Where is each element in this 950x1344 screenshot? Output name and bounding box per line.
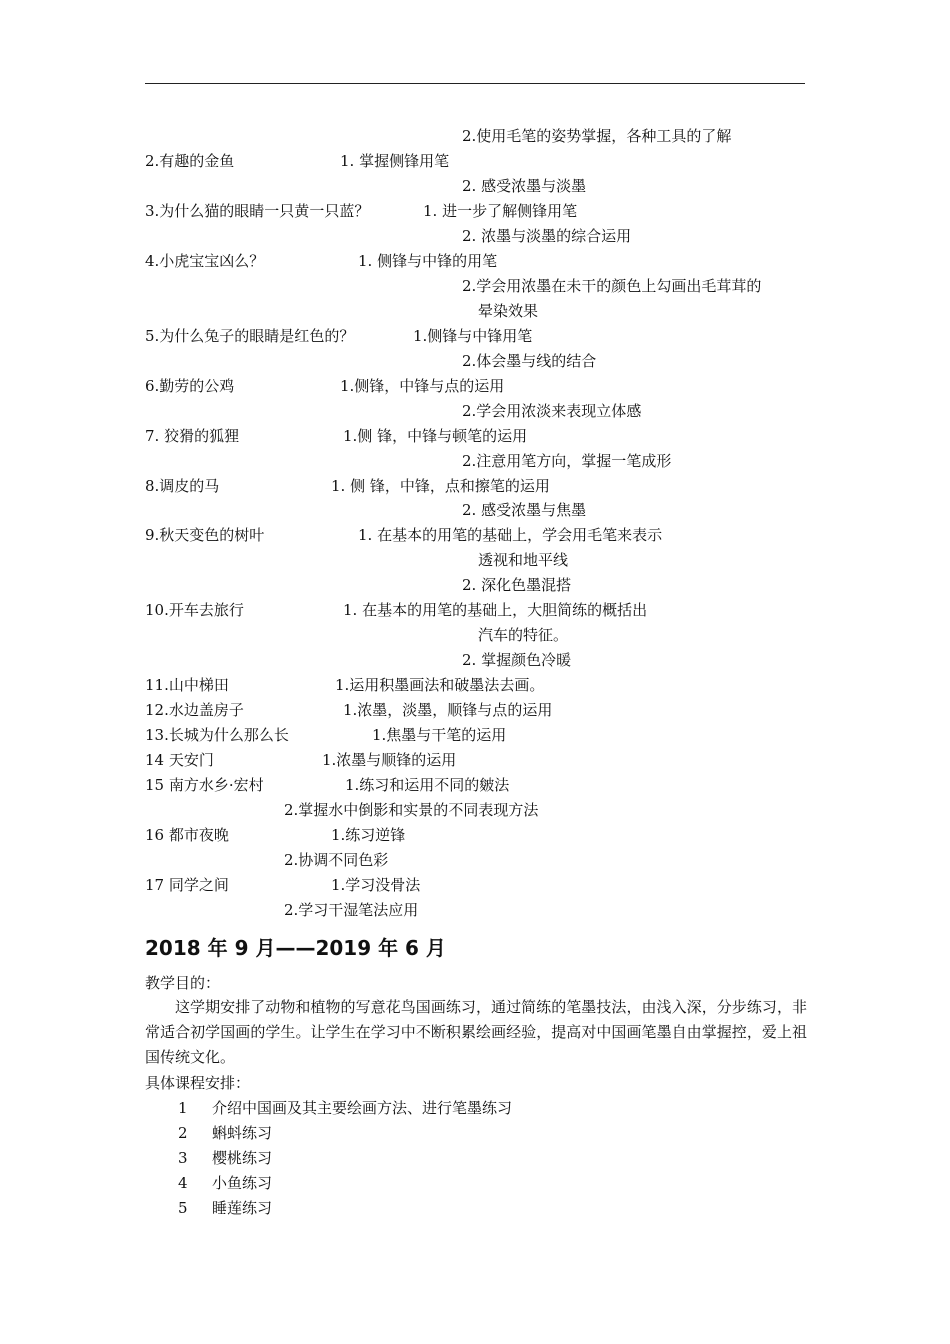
lesson-title: 8.调皮的马: [145, 477, 220, 495]
lesson-point: 1.练习和运用不同的皴法: [345, 776, 510, 794]
schedule-number: 5: [178, 1199, 188, 1217]
lesson-point: 1.浓墨，淡墨，顺锋与点的运用: [343, 701, 553, 719]
lesson-title: 9.秋天变色的树叶: [145, 526, 265, 544]
lesson-title: 14 天安门: [145, 751, 214, 769]
lesson-point: 2. 感受浓墨与淡墨: [462, 177, 587, 195]
lesson-point: 1.侧锋与中锋用笔: [413, 327, 533, 345]
lesson-title: 4.小虎宝宝凶么？: [145, 252, 265, 270]
lesson-title: 3.为什么猫的眼睛一只黄一只蓝？: [145, 202, 370, 220]
schedule-number: 2: [178, 1124, 188, 1142]
lesson-point-cont: 汽车的特征。: [478, 626, 569, 644]
schedule-item: 樱桃练习: [212, 1149, 273, 1167]
lesson-point: 1.浓墨与顺锋的运用: [322, 751, 457, 769]
schedule-item: 小鱼练习: [212, 1174, 273, 1192]
lesson-1-point-2: 2.使用毛笔的姿势掌握，各种工具的了解: [462, 127, 732, 145]
schedule-number: 3: [178, 1149, 188, 1167]
lesson-title: 13.长城为什么那么长: [145, 726, 289, 744]
schedule-number: 4: [178, 1174, 188, 1192]
lesson-title: 16 都市夜晚: [145, 826, 229, 844]
lesson-point: 2.学会用浓淡来表现立体感: [462, 402, 642, 420]
schedule-item: 蝌蚪练习: [212, 1124, 273, 1142]
lesson-title: 12.水边盖房子: [145, 701, 244, 719]
lesson-title: 15 南方水乡·宏村: [145, 776, 264, 794]
lesson-point: 1.侧锋，中锋与点的运用: [340, 377, 505, 395]
lesson-point: 2. 感受浓墨与焦墨: [462, 501, 587, 519]
lesson-point: 1.运用积墨画法和破墨法去画。: [335, 676, 545, 694]
lesson-point-cont: 晕染效果: [478, 302, 539, 320]
lesson-title: 11.山中梯田: [145, 676, 229, 694]
lesson-point: 2.体会墨与线的结合: [462, 352, 597, 370]
lesson-point: 2. 浓墨与淡墨的综合运用: [462, 227, 632, 245]
lesson-point: 1. 掌握侧锋用笔: [340, 152, 450, 170]
lesson-point: 1. 进一步了解侧锋用笔: [423, 202, 578, 220]
lesson-point: 1.练习逆锋: [331, 826, 406, 844]
lesson-title: 10.开车去旅行: [145, 601, 244, 619]
lesson-point: 2.注意用笔方向，掌握一笔成形: [462, 452, 672, 470]
lesson-point: 1. 侧锋与中锋的用笔: [358, 252, 498, 270]
section-heading: 2018 年 9 月——2019 年 6 月: [145, 936, 446, 960]
goal-label: 教学目的：: [145, 974, 221, 992]
lesson-title: 7. 狡猾的狐狸: [145, 427, 240, 445]
lesson-point: 1. 在基本的用笔的基础上，学会用毛笔来表示: [358, 526, 663, 544]
schedule-label: 具体课程安排：: [145, 1074, 251, 1092]
schedule-item: 介绍中国画及其主要绘画方法、进行笔墨练习: [212, 1099, 513, 1117]
lesson-point: 2. 掌握颜色冷暖: [462, 651, 572, 669]
lesson-point: 1.侧 锋，中锋与顿笔的运用: [343, 427, 528, 445]
goal-paragraph: 这学期安排了动物和植物的写意花鸟国画练习，通过简练的笔墨技法，由浅入深，分步练习，非常适合初学国画的学生。让学生在学习中不断积累绘画经验，提高对中国画笔墨自由掌握控，爱上祖国传统文化。: [145, 998, 807, 1066]
header-rule: [145, 83, 805, 84]
schedule-number: 1: [178, 1099, 188, 1117]
lesson-point: 1. 在基本的用笔的基础上，大胆简练的概括出: [343, 601, 648, 619]
lesson-point: 2.学习干湿笔法应用: [284, 901, 419, 919]
lesson-point: 2.协调不同色彩: [284, 851, 389, 869]
lesson-point: 2.掌握水中倒影和实景的不同表现方法: [284, 801, 539, 819]
lesson-point: 1.焦墨与干笔的运用: [372, 726, 507, 744]
lesson-point-cont: 透视和地平线: [478, 551, 569, 569]
lesson-point: 2.学会用浓墨在未干的颜色上勾画出毛茸茸的: [462, 277, 762, 295]
lesson-point: 1. 侧 锋，中锋，点和擦笔的运用: [331, 477, 550, 495]
lesson-title: 6.勤劳的公鸡: [145, 377, 235, 395]
lesson-title: 2.有趣的金鱼: [145, 152, 235, 170]
lesson-title: 17 同学之间: [145, 876, 229, 894]
lesson-point: 1.学习没骨法: [331, 876, 421, 894]
schedule-item: 睡莲练习: [212, 1199, 273, 1217]
lesson-point: 2. 深化色墨混搭: [462, 576, 572, 594]
lesson-title: 5.为什么兔子的眼睛是红色的？: [145, 327, 355, 345]
